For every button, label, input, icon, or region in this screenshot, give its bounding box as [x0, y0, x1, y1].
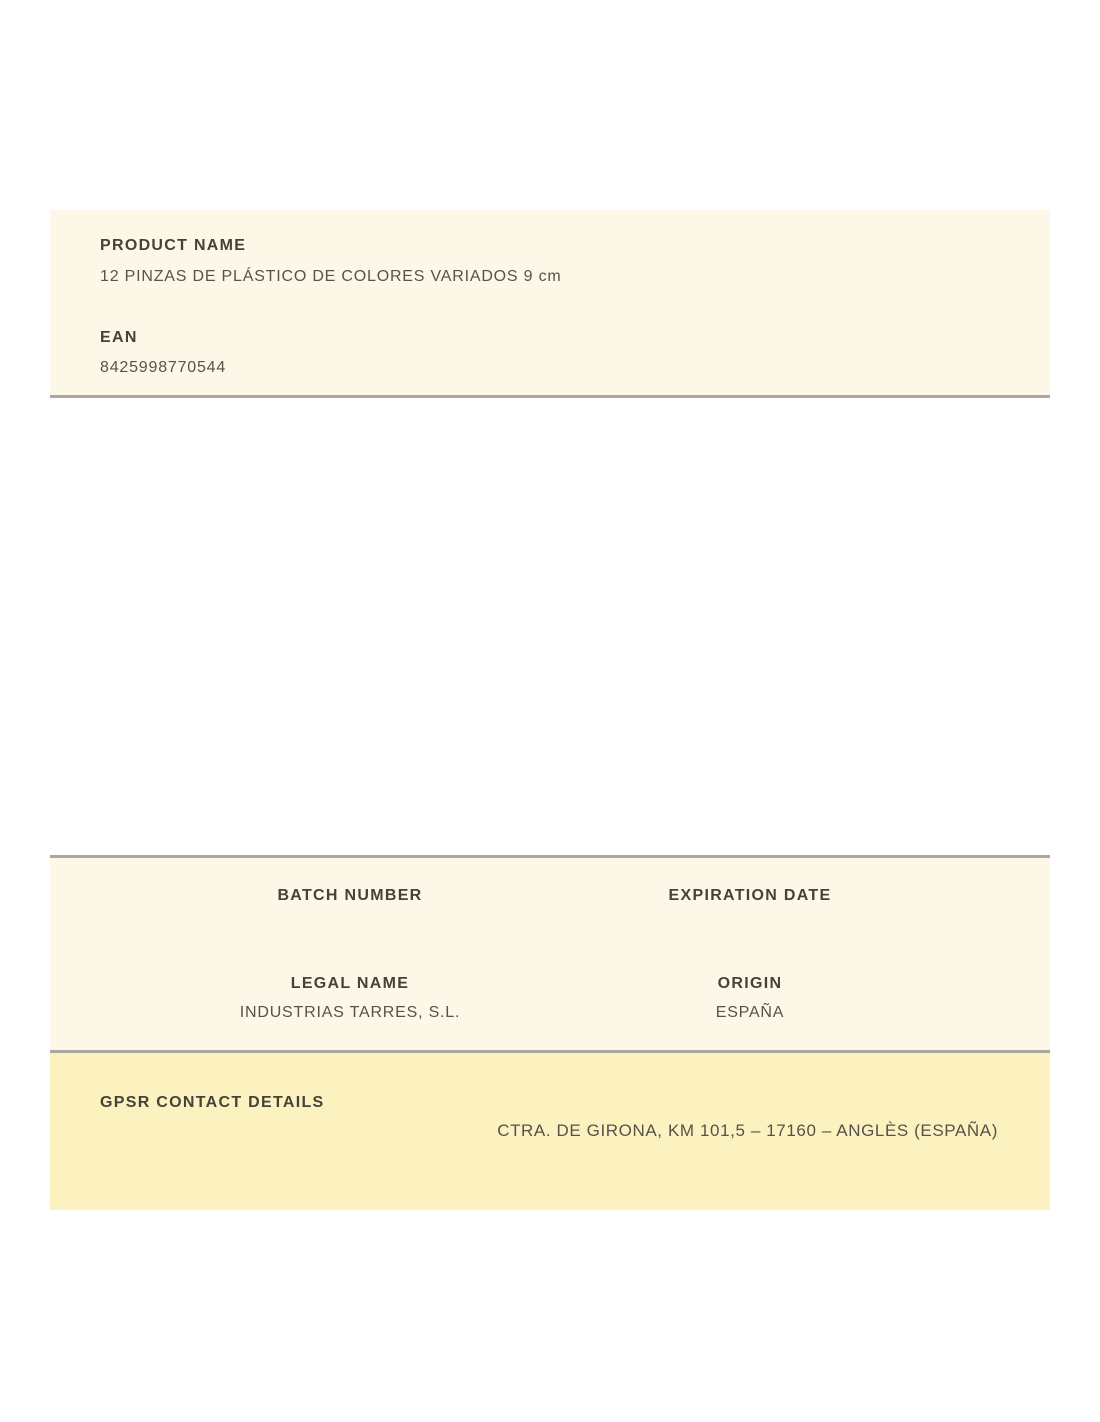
gpsr-contact-label: GPSR CONTACT DETAILS: [100, 1094, 325, 1111]
origin-field: [550, 974, 950, 1023]
legal-name-value: INDUSTRIAS TARRES, S.L.: [239, 1004, 461, 1021]
batch-info-section: [50, 855, 1050, 1053]
expiration-date-field: [550, 886, 950, 906]
legal-name-field: [150, 974, 550, 1023]
legal-name-label: LEGAL NAME: [290, 975, 410, 992]
batch-expiration-row: [150, 858, 950, 906]
batch-number-field: [150, 886, 550, 906]
gpsr-contact-section: [50, 1053, 1050, 1210]
origin-label: ORIGIN: [717, 975, 783, 992]
product-name-value: 12 PINZAS DE PLÁSTICO DE COLORES VARIADOS 9 cm: [100, 268, 562, 285]
origin-value: ESPAÑA: [715, 1004, 785, 1021]
ean-value: 8425998770544: [100, 359, 227, 376]
legal-origin-row: [150, 974, 950, 1023]
batch-number-label: BATCH NUMBER: [277, 887, 423, 904]
batch-info-grid: [150, 858, 950, 1023]
ean-label: EAN: [100, 329, 138, 346]
product-name-field: [50, 210, 1050, 287]
expiration-date-label: EXPIRATION DATE: [668, 887, 832, 904]
product-name-label: PRODUCT NAME: [100, 237, 247, 254]
ean-field: [50, 287, 1050, 378]
gpsr-address: CTRA. DE GIRONA, KM 101,5 – 17160 – ANGLÈS (ESPAÑA): [497, 1121, 998, 1140]
product-info-section: [50, 210, 1050, 398]
